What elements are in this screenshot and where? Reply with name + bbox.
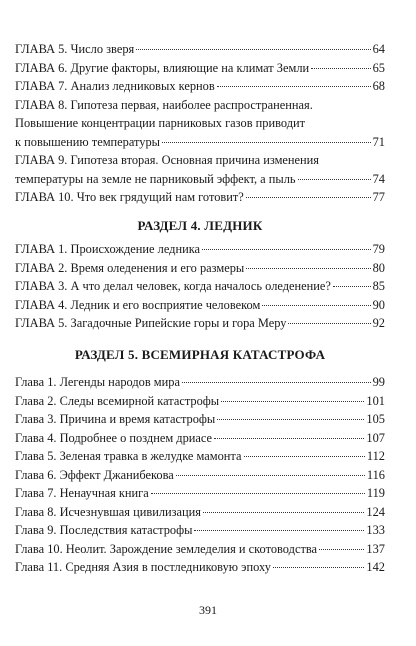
toc-page-number: 71 [372, 134, 385, 149]
toc-page-number: 137 [366, 541, 385, 556]
toc-entry [15, 429, 385, 448]
toc-page-number: 124 [366, 504, 385, 519]
toc-entry-text: ГЛАВА 3. А что делал человек, когда началось оледенение? [15, 279, 331, 293]
toc-entry-text: Глава 11. Средняя Азия в постледниковую эпоху [15, 560, 271, 574]
toc-entry-text: ГЛАВА 5. Загадочные Рипейские горы и гора Меру [15, 316, 287, 330]
toc-page-number: 74 [372, 171, 385, 186]
toc-entry-text: Глава 7. Ненаучная книга [15, 486, 149, 500]
toc-entry [15, 558, 385, 577]
toc-page-number: 64 [372, 42, 385, 56]
toc-entry-text: ГЛАВА 2. Время оледенения и его размеры [15, 260, 245, 275]
dot-leader [176, 475, 365, 476]
toc-entry [15, 277, 385, 296]
page-number: 391 [199, 603, 217, 617]
toc-page-number: 105 [366, 412, 385, 426]
dot-leader [246, 268, 370, 269]
toc-entry-text: ГЛАВА 4. Ледник и его восприятие человеком [15, 297, 261, 312]
toc-entry-text: Глава 4. Подробнее о позднем дриасе [15, 430, 213, 445]
toc-page-number: 79 [372, 242, 385, 256]
toc-section-4 [15, 240, 385, 333]
dot-leader [203, 512, 364, 513]
dot-leader [298, 179, 371, 180]
toc-page-number: 92 [372, 316, 385, 330]
toc-entry [15, 373, 385, 392]
toc-section-5 [15, 373, 385, 577]
dot-leader [246, 197, 371, 198]
dot-leader [217, 419, 364, 420]
dot-leader [319, 549, 364, 550]
toc-page-number: 107 [366, 430, 385, 445]
dot-leader [202, 249, 371, 250]
toc-entry-text: ГЛАВА 5. Число зверя [15, 42, 135, 56]
toc-page-number: 90 [372, 297, 385, 312]
toc-entry [15, 392, 385, 411]
toc-page-number: 101 [366, 393, 385, 408]
toc-entry-text: Глава 8. Исчезнувшая цивилизация [15, 504, 201, 519]
toc-page-number: 112 [366, 449, 385, 463]
toc-page-number: 99 [372, 375, 385, 389]
toc-entry [15, 40, 385, 59]
toc-entry-text: к повышению температуры [15, 134, 161, 149]
toc-entry [15, 521, 385, 540]
toc-entry [15, 96, 385, 152]
dot-leader [151, 493, 365, 494]
toc-page-number: 133 [366, 523, 385, 537]
dot-leader [244, 456, 365, 457]
toc-page-number: 77 [372, 190, 385, 204]
section-4-title: РАЗДЕЛ 4. ЛЕДНИК [137, 218, 263, 233]
dot-leader [221, 401, 364, 402]
toc-entry-text: Глава 5. Зеленая травка в желудке мамонта [15, 449, 242, 463]
toc-entry [15, 188, 385, 207]
toc-entry-text: Глава 3. Причина и время катастрофы [15, 412, 216, 426]
toc-entry-text: Глава 1. Легенды народов мира [15, 375, 180, 389]
toc-page-number: 80 [372, 260, 385, 275]
section-5-title: РАЗДЕЛ 5. ВСЕМИРНАЯ КАТАСТРОФА [74, 347, 326, 362]
dot-leader [262, 305, 370, 306]
toc-entry-text: ГЛАВА 9. Гипотеза вторая. Основная причина изменения [15, 153, 320, 167]
toc-page-number: 119 [366, 486, 385, 500]
toc-entry [15, 314, 385, 333]
dot-leader [182, 382, 371, 383]
toc-page-number: 68 [372, 79, 385, 93]
toc-entry [15, 503, 385, 522]
toc-entry [15, 259, 385, 278]
toc-entry [15, 447, 385, 466]
toc-entry [15, 540, 385, 559]
toc-entry-text: температуры на земле не парниковый эффект, а пыль [15, 171, 296, 186]
dot-leader [333, 286, 371, 287]
toc-entry-text: Повышение концентрации парниковых газов приводит [15, 116, 306, 130]
toc-entry [15, 151, 385, 188]
toc-entry-text: ГЛАВА 7. Анализ ледниковых кернов [15, 79, 215, 93]
toc-page-number: 116 [366, 467, 385, 482]
dot-leader [162, 142, 371, 143]
toc-entry-text: Глава 2. Следы всемирной катастрофы [15, 393, 220, 408]
toc-entry-text: ГЛАВА 6. Другие факторы, влияющие на климат Земли [15, 60, 310, 75]
dot-leader [288, 323, 370, 324]
toc-entry [15, 240, 385, 259]
dot-leader [217, 86, 371, 87]
toc-entry-text: Глава 9. Последствия катастрофы [15, 523, 193, 537]
toc-page-number: 85 [372, 279, 385, 293]
toc-entry [15, 466, 385, 485]
toc-entry-text: Глава 6. Эффект Джанибекова [15, 467, 174, 482]
toc-entry [15, 410, 385, 429]
toc-entry-text: ГЛАВА 1. Происхождение ледника [15, 242, 201, 256]
toc-page-number: 65 [372, 60, 385, 75]
toc-entry [15, 484, 385, 503]
dot-leader [214, 438, 364, 439]
toc-page-number: 142 [366, 560, 385, 574]
toc-entry-text: ГЛАВА 8. Гипотеза первая, наиболее распространенная. [15, 97, 313, 112]
dot-leader [136, 49, 370, 50]
toc-entry [15, 77, 385, 96]
toc-entry-text: ГЛАВА 10. Что век грядущий нам готовит? [15, 190, 244, 204]
dot-leader [194, 530, 364, 531]
toc-entry-text: Глава 10. Неолит. Зарождение земледелия и скотоводства [15, 541, 318, 556]
dot-leader [311, 68, 370, 69]
toc-entry [15, 296, 385, 315]
toc-block-continued [15, 40, 385, 207]
dot-leader [273, 567, 364, 568]
toc-entry [15, 59, 385, 78]
